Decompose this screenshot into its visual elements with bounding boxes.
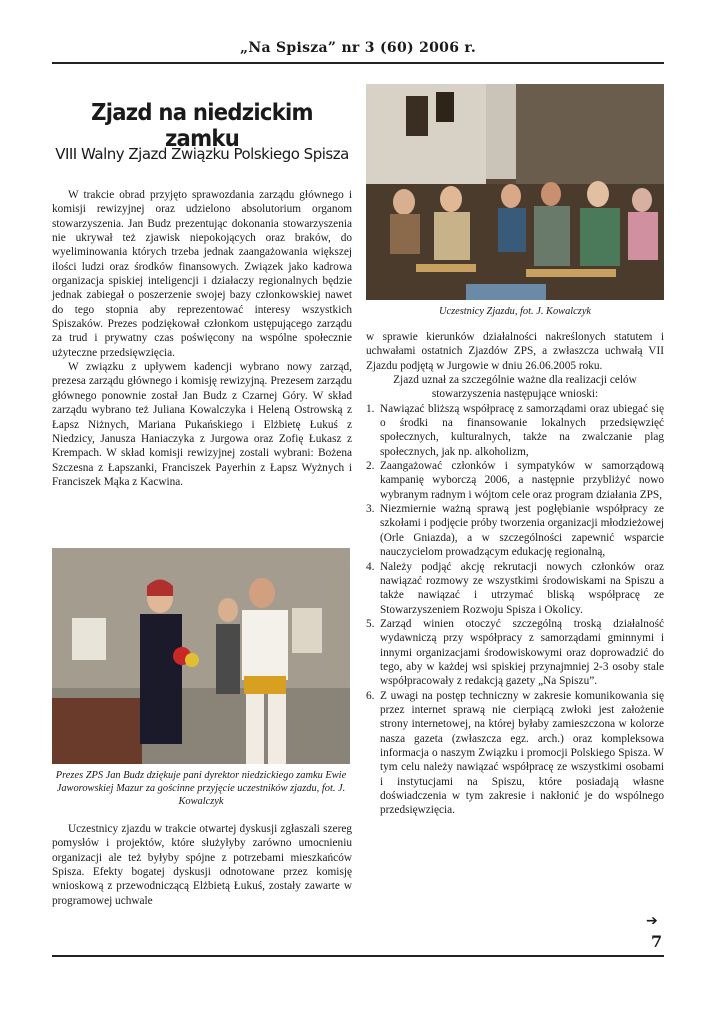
left-column-bottom-text: [52, 822, 352, 908]
header-rule: [52, 62, 664, 64]
paragraph: W związku z upływem kadencji wybrano nowy zarząd, prezesa zarządu głównego i komisję rewizyjną. Prezesem zarządu głównego ponownie został Jan Budz z Czarnej Góry. W skład zarządu wybrano też Juliana Kowalczyka i Heleną Ostrowską z Łapsz Niżnych, Mariana Pukańskiego i Elżbietę Łukuś z Niedzicy, Janusza Haniaczyka z Jurgowa oraz Zofię Łukasz z Krempach. W skład komisji rewizyjnej zostali wybrani: Bożena Szczesna z Łapszanki, Franciszek Payerhin z Łapsz Wyżnych i Franciszek Mąka z Kacwina.: [52, 361, 352, 488]
article-subtitle: VIII Walny Zjazd Związku Polskiego Spisza: [55, 145, 349, 163]
page-number: 7: [651, 932, 663, 951]
paragraph: W trakcie obrad przyjęto sprawozdania zarządu głównego i komisji rewizyjnej oraz udzielono absolutorium organom stowarzyszenia. Jan Budz prezentując dokonania stowarzyszenia nie ukrywał też zjawisk niepokojących oraz braków, do wyeliminowania których trzeba jednak zaangażowania większej ilości ludzi oraz środków finansowych. Związek jako kadrowa organizacja spiskiej inteligencji i działaczy regionalnych będzie jednak zabiegał o poszerzenie swojej bazy członkowskiej nawet do tego stopnia aby reprezentować interesy wszystkich Spiszaków. Prezes podziękował członkom ustępującego zarządu za trud i prywatny czas poświęcony na wspólne społecznie użyteczne przedsięwzięcia.: [52, 189, 352, 359]
right-column-text: [366, 330, 664, 818]
list-item: 5. Zarząd winien otoczyć szczególną troską działalność wydawniczą przy współpracy z samorządami gminnymi i innymi organizacjami środowiskowymi oraz doprowadzić do tego, aby w każdej wsi spiskiej przynajmniej 2-3 osoby stale współpracowały z redakcją gazety „Na Spiszu”.: [366, 617, 664, 688]
thanks-photo-caption: Prezes ZPS Jan Budz dziękuje pani dyrektor niedzickiego zamku Ewie Jaworowskiej Mazur za gościnne przyjęcie uczestników zjazdu, fot. J. Kowalczyk: [55, 770, 347, 807]
left-column-text: [52, 188, 352, 489]
footer-rule: [52, 955, 664, 957]
list-item: 1. Nawiązać bliższą współpracę z samorządami oraz ubiegać się o środki na finansowanie lokalnych przedsięwzięć społecznych, kulturalnych, także na zwalczanie plag społecznych, jak np. alkoholizm,: [366, 402, 664, 458]
participants-photo: [366, 84, 664, 300]
resolutions-list: [366, 402, 664, 818]
continue-arrow-icon: ➔: [646, 913, 658, 929]
running-header: „Na Spisza” nr 3 (60) 2006 r.: [240, 40, 476, 56]
list-item: 6. Z uwagi na postęp techniczny w zakresie komunikowania się przez internet sprawą nie cierpiącą zwłoki jest założenie strony internetowej, na której byłaby zamieszczona w kolorze nasza gazeta (zwłaszcza egz. arch.) oraz kompleksowa informacja o naszym Związku i promocji Polskiego Spisza. W tym celu należy nawiązać współpracę ze wszystkimi osobami i instytucjami na Spiszu, które posiadają własne doświadczenia w tym zakresie i nakłonić je do wspólnego przedsięwzięcia.: [366, 689, 664, 817]
article-title: Zjazd na niedzickim zamku: [91, 100, 313, 152]
paragraph: w sprawie kierunków działalności nakreślonych statutem i uchwałami ostatnich Zjazdów ZPS, a zwłaszcza uchwałą VII Zjazdu podjętą w Jurgowie w dniu 26.06.2005 roku.: [366, 331, 664, 372]
paragraph: Uczestnicy zjazdu w trakcie otwartej dyskusji zgłaszali szereg pomysłów i projektów, które służyłyby zarówno umocnieniu organizacji ale też byłyby spójne z potrzebami mieszkańców Spisza. Efekty bogatej dyskusji odnotowane przez komisję wnioskową z przewodniczącą Elżbietą Łukuś, zostały zawarte w programowej uchwale: [52, 823, 352, 907]
resolutions-lead: Zjazd uznał za szczególnie ważne dla realizacji celów stowarzyszenia następujące wnioski:: [393, 374, 637, 401]
thanks-photo: [52, 548, 350, 764]
participants-photo-caption: Uczestnicy Zjazdu, fot. J. Kowalczyk: [438, 306, 592, 317]
list-item: 3. Niezmiernie ważną sprawą jest pogłębianie współpracy ze szkołami i podjęcie próby tworzenia organizacji młodzieżowej (Orle Gniazda), a w szczególności zapewnić wsparcie nauczycielom prowadzącym edukację regionalną,: [366, 503, 664, 559]
list-item: 4. Należy podjąć akcję rekrutacji nowych członków oraz nawiązać rozmowy ze wszystkimi środowiskami na Spiszu a także nawiązać i utrzymać bliską współpracę ze Stowarzyszeniem Rozwoju Spisza i Okolicy.: [366, 560, 664, 616]
list-item: 2. Zaangażować członków i sympatyków w samorządową kampanię wyborczą 2006, a następnie przybliżyć nowo wybranym radnym i wójtom cele oraz program działania ZPS,: [366, 460, 664, 501]
